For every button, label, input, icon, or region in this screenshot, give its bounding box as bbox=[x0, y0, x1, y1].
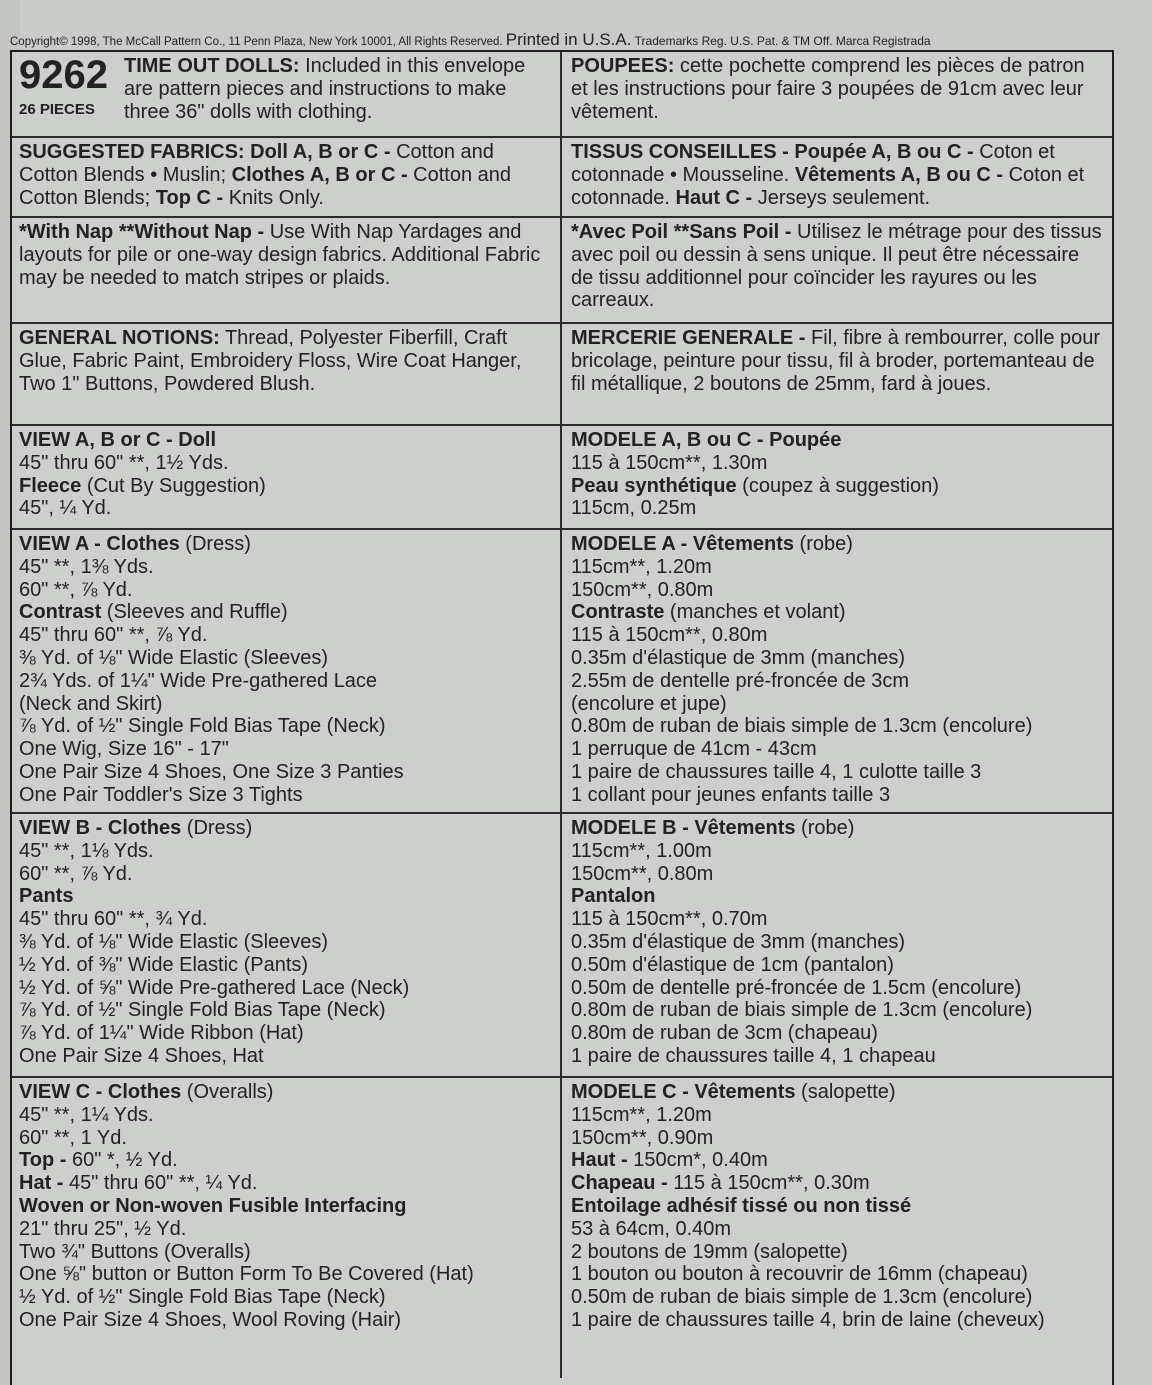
spec-line bbox=[19, 1045, 554, 1068]
spec-line-text: 0.80m de ruban de biais simple de 1.3cm (encolure) bbox=[571, 999, 1033, 1022]
spec-line-text: (Dress) bbox=[179, 533, 251, 555]
spec-line-text: Two ¾" Buttons (Overalls) bbox=[19, 1240, 251, 1263]
spec-line-text: 45" **, 1⅜ Yds. bbox=[19, 555, 154, 578]
copyright-header bbox=[10, 30, 1110, 50]
spec-line bbox=[571, 533, 1106, 556]
spec-line bbox=[571, 908, 1106, 931]
fabrics-fr-title: TISSUS CONSEILLES - bbox=[571, 141, 789, 163]
spec-line-label: Woven or Non-woven Fusible Interfacing bbox=[19, 1194, 407, 1217]
spec-line-text: 2 boutons de 19mm (salopette) bbox=[571, 1240, 848, 1263]
spec-line bbox=[19, 1218, 554, 1241]
fabrics-fr-doll-text: Coton et cotonnade • Mousseline. bbox=[571, 141, 1055, 186]
printed-in-text: Printed in U.S.A. bbox=[505, 30, 632, 49]
spec-line bbox=[571, 1195, 1106, 1218]
spec-line bbox=[571, 1045, 1106, 1068]
intro-fr-title: POUPEES: bbox=[571, 55, 675, 77]
spec-line-label: Top - bbox=[19, 1149, 67, 1172]
view-c-en bbox=[12, 1078, 562, 1378]
spec-line bbox=[19, 533, 554, 556]
view-a-en bbox=[12, 530, 562, 812]
spec-line-text: (manches et volant) bbox=[664, 601, 846, 624]
spec-line-label: Haut - bbox=[571, 1149, 628, 1172]
spec-line-text: ½ Yd. of ½" Single Fold Bias Tape (Neck) bbox=[19, 1286, 386, 1309]
spec-line bbox=[19, 1263, 554, 1286]
spec-line bbox=[19, 579, 554, 602]
spec-line-text: 45" **, 1¼ Yds. bbox=[19, 1103, 154, 1126]
spec-line-label: Fleece bbox=[19, 474, 82, 497]
fabrics-en-clothes-label: Clothes A, B or C - bbox=[231, 163, 408, 186]
fabrics-fr bbox=[562, 138, 1112, 216]
fabrics-en-top-text: Knits Only. bbox=[228, 186, 324, 209]
notions-fr bbox=[562, 324, 1112, 424]
spec-line bbox=[571, 601, 1106, 624]
fabrics-fr-top-text: Jerseys seulement. bbox=[757, 186, 931, 209]
spec-line bbox=[571, 624, 1106, 647]
spec-line bbox=[19, 715, 554, 738]
notions-en-title: GENERAL NOTIONS: bbox=[19, 327, 220, 349]
spec-line bbox=[19, 908, 554, 931]
fabrics-fr-doll-label: Poupée A, B ou C - bbox=[794, 141, 974, 163]
view-doll-row bbox=[12, 426, 1112, 530]
spec-line bbox=[19, 1022, 554, 1045]
spec-line-label: MODELE B - Vêtements bbox=[571, 817, 796, 839]
spec-line-text: One ⅝" button or Button Form To Be Covered (Hat) bbox=[19, 1263, 474, 1286]
spec-line bbox=[19, 931, 554, 954]
view-b-row bbox=[12, 814, 1112, 1078]
spec-line-text: 45" thru 60" **, ¾ Yd. bbox=[19, 908, 208, 931]
spec-line bbox=[19, 761, 554, 784]
spec-line-label: MODELE C - Vêtements bbox=[571, 1081, 796, 1103]
spec-line bbox=[571, 1241, 1106, 1264]
spec-line-text: 1 paire de chaussures taille 4, 1 chapeau bbox=[571, 1044, 936, 1067]
view-doll-fr bbox=[562, 426, 1112, 528]
view-a-row bbox=[12, 530, 1112, 814]
spec-line bbox=[19, 817, 554, 840]
intro-en-text-block bbox=[124, 55, 554, 123]
spec-line bbox=[571, 885, 1106, 908]
fabrics-en-top-label: Top C - bbox=[155, 186, 224, 209]
fabrics-fr-top-label: Haut C - bbox=[675, 186, 753, 209]
spec-line bbox=[19, 556, 554, 579]
spec-line bbox=[571, 1104, 1106, 1127]
fabrics-en bbox=[12, 138, 562, 216]
spec-line bbox=[571, 429, 1106, 452]
spec-line-text: 45" **, 1⅛ Yds. bbox=[19, 839, 154, 862]
spec-line bbox=[19, 1286, 554, 1309]
spec-line-text: One Pair Size 4 Shoes, Wool Roving (Hair) bbox=[19, 1308, 402, 1331]
view-b-en bbox=[12, 814, 562, 1076]
spec-line bbox=[19, 1309, 554, 1332]
spec-line-label: MODELE A - Vêtements bbox=[571, 533, 794, 555]
spec-line-text: 150cm**, 0.80m bbox=[571, 862, 714, 885]
view-c-fr bbox=[562, 1078, 1112, 1378]
spec-line bbox=[19, 670, 554, 693]
spec-line-text: 0.80m de ruban de biais simple de 1.3cm (encolure) bbox=[571, 715, 1033, 738]
spec-line-text: 115cm**, 1.20m bbox=[571, 1103, 712, 1126]
spec-line bbox=[19, 475, 554, 498]
spec-line-text: (Overalls) bbox=[181, 1081, 274, 1103]
spec-line bbox=[19, 954, 554, 977]
spec-line-text: 150cm**, 0.90m bbox=[571, 1126, 714, 1149]
nap-fr-text: Utilisez le métrage pour des tissus avec poil ou dessin à sens unique. Il peut être nécessaire de tissu additionnel pour coïncider les rayures ou les carreaux. bbox=[571, 221, 1102, 312]
spec-line bbox=[19, 1149, 554, 1172]
spec-line bbox=[571, 817, 1106, 840]
spec-line bbox=[571, 1172, 1106, 1195]
spec-line bbox=[19, 452, 554, 475]
spec-line bbox=[571, 1263, 1106, 1286]
spec-line bbox=[19, 1127, 554, 1150]
copyright-text: Copyright© 1998, The McCall Pattern Co., 11 Penn Plaza, New York 10001, All Rights Reserved. bbox=[10, 36, 503, 48]
spec-line-label: Chapeau - bbox=[571, 1172, 668, 1195]
spec-line-text: 21" thru 25", ½ Yd. bbox=[19, 1217, 187, 1240]
spec-line bbox=[571, 670, 1106, 693]
spec-line-text: 60" **, ⅞ Yd. bbox=[19, 862, 133, 885]
spec-line-text: 150cm*, 0.40m bbox=[627, 1149, 768, 1172]
spec-line-label: VIEW A - Clothes bbox=[19, 533, 180, 555]
fabrics-row bbox=[12, 138, 1112, 218]
spec-line-text: 115 à 150cm**, 1.30m bbox=[571, 451, 768, 474]
spec-line-text: 45", ¼ Yd. bbox=[19, 497, 112, 520]
spec-line-text: (Cut By Suggestion) bbox=[81, 474, 266, 497]
spec-line-text: ⅞ Yd. of 1¼" Wide Ribbon (Hat) bbox=[19, 1022, 304, 1045]
spec-line bbox=[571, 579, 1106, 602]
notions-en-text: Thread, Polyester Fiberfill, Craft Glue, Fabric Paint, Embroidery Floss, Wire Coat Hanger, Two 1" Buttons, Powdered Blush. bbox=[19, 327, 522, 395]
spec-line bbox=[571, 1218, 1106, 1241]
nap-fr bbox=[562, 218, 1112, 322]
spec-line-text: ⅞ Yd. of ½" Single Fold Bias Tape (Neck) bbox=[19, 999, 386, 1022]
spec-line-text: ⅜ Yd. of ⅛" Wide Elastic (Sleeves) bbox=[19, 646, 329, 669]
notions-fr-title: MERCERIE GENERALE - bbox=[571, 327, 806, 349]
spec-line bbox=[571, 1286, 1106, 1309]
view-a-fr bbox=[562, 530, 1112, 812]
spec-line bbox=[19, 647, 554, 670]
spec-line bbox=[19, 999, 554, 1022]
spec-line bbox=[571, 931, 1106, 954]
spec-line-text: 0.35m d'élastique de 3mm (manches) bbox=[571, 646, 905, 669]
spec-line-text: 115 à 150cm**, 0.80m bbox=[571, 624, 768, 647]
spec-line bbox=[571, 840, 1106, 863]
spec-line-text: (robe) bbox=[794, 533, 853, 555]
intro-fr bbox=[562, 52, 1112, 136]
spec-line-text: ½ Yd. of ⅝" Wide Pre-gathered Lace (Neck) bbox=[19, 976, 410, 999]
spec-line-text: 0.80m de ruban de 3cm (chapeau) bbox=[571, 1022, 878, 1045]
spec-line bbox=[571, 784, 1106, 807]
spec-line bbox=[19, 885, 554, 908]
spec-line bbox=[19, 1195, 554, 1218]
notions-fr-text: Fil, fibre à rembourrer, colle pour bricolage, peinture pour tissu, fil à broder, portemanteau de fil métallique, 2 boutons de 25mm, fard à joues. bbox=[571, 327, 1101, 395]
spec-line bbox=[19, 977, 554, 1000]
pattern-info-sheet bbox=[10, 50, 1114, 1385]
spec-line bbox=[19, 784, 554, 807]
intro-en bbox=[12, 52, 562, 136]
nap-row bbox=[12, 218, 1112, 324]
spec-line-label: Hat - bbox=[19, 1172, 64, 1195]
spec-line-text: 115cm**, 1.00m bbox=[571, 839, 712, 862]
spec-line-text: 115cm**, 1.20m bbox=[571, 555, 712, 578]
spec-line bbox=[571, 1149, 1106, 1172]
spec-line-text: 1 bouton ou bouton à recouvrir de 16mm (chapeau) bbox=[571, 1263, 1028, 1286]
pieces-count: 26 PIECES bbox=[19, 101, 95, 118]
nap-en bbox=[12, 218, 562, 322]
spec-line bbox=[19, 601, 554, 624]
nap-en-text: Use With Nap Yardages and layouts for pile or one-way design fabrics. Additional Fabric may be needed to match stripes or plaids. bbox=[19, 221, 541, 289]
spec-line-text: 0.50m de ruban de biais simple de 1.3cm (encolure) bbox=[571, 1286, 1033, 1309]
nap-fr-title: *Avec Poil **Sans Poil - bbox=[571, 221, 792, 243]
spec-line-text: One Pair Size 4 Shoes, One Size 3 Panties bbox=[19, 760, 404, 783]
spec-line-label: MODELE A, B ou C - Poupée bbox=[571, 429, 842, 451]
spec-line-text: 60" **, 1 Yd. bbox=[19, 1126, 127, 1149]
spec-line-text: 2¾ Yds. of 1¼" Wide Pre-gathered Lace bbox=[19, 669, 378, 692]
spec-line-text: 1 collant pour jeunes enfants taille 3 bbox=[571, 783, 891, 806]
spec-line bbox=[571, 977, 1106, 1000]
spec-line-label: Contrast bbox=[19, 601, 102, 624]
spec-line bbox=[571, 715, 1106, 738]
fabrics-fr-clothes-label: Vêtements A, B ou C - bbox=[794, 163, 1004, 186]
intro-en-text: Included in this envelope are pattern pieces and instructions to make three 36" dolls with clothing. bbox=[124, 55, 526, 123]
intro-row bbox=[12, 52, 1112, 138]
spec-line-text: One Pair Toddler's Size 3 Tights bbox=[19, 783, 303, 806]
spec-line-label: Entoilage adhésif tissé ou non tissé bbox=[571, 1194, 912, 1217]
spec-line-text: 53 à 64cm, 0.40m bbox=[571, 1217, 732, 1240]
spec-line-label: VIEW B - Clothes bbox=[19, 817, 182, 839]
spec-line bbox=[19, 497, 554, 520]
intro-fr-text: cette pochette comprend les pièces de patron et les instructions pour faire 3 poupées de 91cm avec leur vêtement. bbox=[571, 55, 1085, 123]
spec-line bbox=[19, 1172, 554, 1195]
spec-line-text: 115cm, 0.25m bbox=[571, 497, 697, 520]
spec-line-text: 45" thru 60" **, 1½ Yds. bbox=[19, 451, 229, 474]
spec-line-text: 150cm**, 0.80m bbox=[571, 578, 714, 601]
spec-line-text: (Sleeves and Ruffle) bbox=[101, 601, 288, 624]
spec-line bbox=[571, 999, 1106, 1022]
spec-line-text: ⅞ Yd. of ½" Single Fold Bias Tape (Neck) bbox=[19, 715, 386, 738]
notions-en bbox=[12, 324, 562, 424]
fabrics-en-doll-label: Doll A, B or C - bbox=[250, 141, 391, 163]
intro-en-title: TIME OUT DOLLS: bbox=[124, 55, 300, 77]
spec-line-text: (encolure et jupe) bbox=[571, 692, 727, 715]
spec-line bbox=[19, 429, 554, 452]
spec-line bbox=[19, 693, 554, 716]
spec-line-text: 1 perruque de 41cm - 43cm bbox=[571, 738, 817, 761]
spec-line-text: 60" *, ½ Yd. bbox=[66, 1149, 178, 1172]
spec-line bbox=[19, 1081, 554, 1104]
pattern-number-block bbox=[19, 55, 124, 122]
spec-line-text: (Neck and Skirt) bbox=[19, 692, 163, 715]
pattern-number: 9262 bbox=[19, 53, 108, 97]
spec-line-text: (salopette) bbox=[795, 1081, 896, 1103]
spec-line bbox=[571, 452, 1106, 475]
spec-line bbox=[571, 863, 1106, 886]
spec-line bbox=[19, 624, 554, 647]
spec-line bbox=[19, 1241, 554, 1264]
spec-line-text: 1 paire de chaussures taille 4, brin de laine (cheveux) bbox=[571, 1308, 1045, 1331]
spec-line-text: 45" thru 60" **, ¼ Yd. bbox=[63, 1172, 258, 1195]
notions-row bbox=[12, 324, 1112, 426]
spec-line-text: One Wig, Size 16" - 17" bbox=[19, 738, 229, 761]
spec-line-text: ⅜ Yd. of ⅛" Wide Elastic (Sleeves) bbox=[19, 930, 329, 953]
spec-line-text: (robe) bbox=[795, 817, 855, 839]
spec-line bbox=[571, 738, 1106, 761]
fabrics-en-doll-text: Cotton and Cotton Blends • Muslin; bbox=[19, 141, 494, 186]
spec-line bbox=[571, 1127, 1106, 1150]
spec-line bbox=[19, 1104, 554, 1127]
spec-line-text: 2.55m de dentelle pré-froncée de 3cm bbox=[571, 669, 909, 692]
spec-line bbox=[571, 497, 1106, 520]
spec-line bbox=[19, 738, 554, 761]
spec-line-label: VIEW A, B or C - Doll bbox=[19, 429, 217, 451]
spec-line-text: 0.35m d'élastique de 3mm (manches) bbox=[571, 930, 905, 953]
spec-line bbox=[571, 1081, 1106, 1104]
fabrics-en-clothes-text: Cotton and Cotton Blends; bbox=[19, 163, 512, 209]
fabrics-fr-clothes-text: Coton et cotonnade. bbox=[571, 163, 1085, 209]
spec-line bbox=[571, 1022, 1106, 1045]
nap-en-title: *With Nap **Without Nap - bbox=[19, 221, 265, 243]
spec-line-label: Pantalon bbox=[571, 885, 656, 908]
view-b-fr bbox=[562, 814, 1112, 1076]
spec-line bbox=[571, 1309, 1106, 1332]
spec-line-text: 115 à 150cm**, 0.30m bbox=[667, 1172, 870, 1195]
spec-line-text: 0.50m de dentelle pré-froncée de 1.5cm (encolure) bbox=[571, 976, 1022, 999]
spec-line bbox=[571, 556, 1106, 579]
spec-line bbox=[19, 863, 554, 886]
spec-line-text: 115 à 150cm**, 0.70m bbox=[571, 908, 768, 931]
trademarks-text: Trademarks Reg. U.S. Pat. & TM Off. Marca Registrada bbox=[634, 34, 931, 48]
spec-line-text: One Pair Size 4 Shoes, Hat bbox=[19, 1044, 264, 1067]
fabrics-en-title: SUGGESTED FABRICS: bbox=[19, 141, 245, 163]
spec-line-label: Contraste bbox=[571, 601, 665, 624]
spec-line-label: Peau synthétique bbox=[571, 474, 737, 497]
spec-line-text: 0.50m d'élastique de 1cm (pantalon) bbox=[571, 953, 894, 976]
spec-line-label: VIEW C - Clothes bbox=[19, 1081, 182, 1103]
spec-line-text: (coupez à suggestion) bbox=[736, 474, 939, 497]
view-c-row bbox=[12, 1078, 1112, 1378]
spec-line bbox=[571, 647, 1106, 670]
spec-line-text: 45" thru 60" **, ⅞ Yd. bbox=[19, 624, 208, 647]
spec-line-text: ½ Yd. of ⅜" Wide Elastic (Pants) bbox=[19, 953, 309, 976]
spec-line-text: 1 paire de chaussures taille 4, 1 culotte taille 3 bbox=[571, 760, 982, 783]
spec-line-label: Pants bbox=[19, 885, 74, 908]
spec-line bbox=[19, 840, 554, 863]
spec-line-text: (Dress) bbox=[181, 817, 253, 839]
spec-line bbox=[571, 475, 1106, 498]
spec-line bbox=[571, 693, 1106, 716]
spec-line bbox=[571, 954, 1106, 977]
spec-line bbox=[571, 761, 1106, 784]
view-doll-en bbox=[12, 426, 562, 528]
spec-line-text: 60" **, ⅞ Yd. bbox=[19, 578, 133, 601]
